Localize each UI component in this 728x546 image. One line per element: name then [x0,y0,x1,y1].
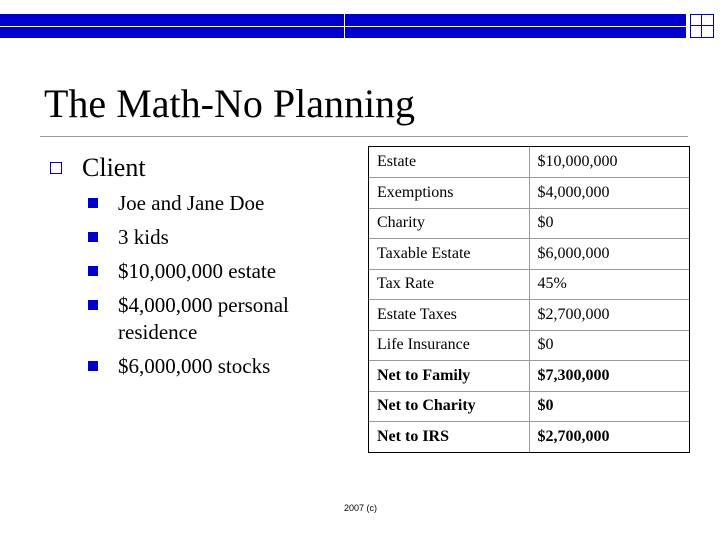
filled-square-bullet-icon [88,266,98,276]
slide-footer: 2007 (c) [344,503,378,513]
row-label: Net to Charity [369,391,529,422]
row-label: Estate Taxes [369,300,529,331]
sub-bullet-item [46,258,346,285]
sub-bullet-text: $10,000,000 estate [118,259,277,283]
row-value: $2,700,000 [537,428,610,445]
table-row [369,147,689,178]
row-label: Tax Rate [369,269,529,300]
table-row [369,269,689,300]
sub-bullet-text: $6,000,000 stocks [118,354,271,378]
sub-bullet-text: Joe and Jane Doe [118,191,265,215]
filled-square-bullet-icon [88,232,98,242]
row-value: $4,000,000 [529,178,689,209]
table-row [369,239,689,270]
row-label: Exemptions [369,178,529,209]
row-value: $0 [529,391,689,422]
decorative-top-bar [0,14,686,38]
row-value: $0 [529,330,689,361]
row-value: $6,000,000 [529,239,689,270]
table-row [369,330,689,361]
sub-bullet-list [46,190,346,380]
row-value: $10,000,000 [529,147,689,178]
row-value: 45% [529,269,689,300]
row-label: Charity [369,208,529,239]
filled-square-bullet-icon [88,300,98,310]
filled-square-bullet-icon [88,361,98,371]
sub-bullet-item [46,224,346,251]
bullet-list [46,152,346,387]
table-row [369,178,689,209]
bullet-client-label: Client [82,153,146,182]
row-value: $0 [529,208,689,239]
table-row-total [369,361,689,392]
sub-bullet-text: 3 kids [118,225,169,249]
row-label: Estate [369,147,529,178]
row-value: $7,300,000 [529,361,689,392]
decorative-grid-square [690,14,714,38]
table-row [369,300,689,331]
sub-bullet-text: $4,000,000 personal residence [118,293,289,344]
table-row [369,208,689,239]
estate-table [368,146,690,453]
row-label: Net to IRS [369,422,529,453]
sub-bullet-item [46,292,346,346]
filled-square-bullet-icon [88,198,98,208]
row-value: $2,700,000 [529,300,689,331]
row-label: Life Insurance [369,330,529,361]
row-label: Taxable Estate [369,239,529,270]
table-row-total [369,422,689,453]
sub-bullet-item [46,190,346,217]
table-row-total [369,391,689,422]
slide-title: The Math-No Planning [44,81,416,126]
bullet-client [46,152,346,184]
title-divider [40,136,688,137]
hollow-square-bullet-icon [50,162,62,174]
sub-bullet-item [46,353,346,380]
row-label: Net to Family [369,361,529,392]
